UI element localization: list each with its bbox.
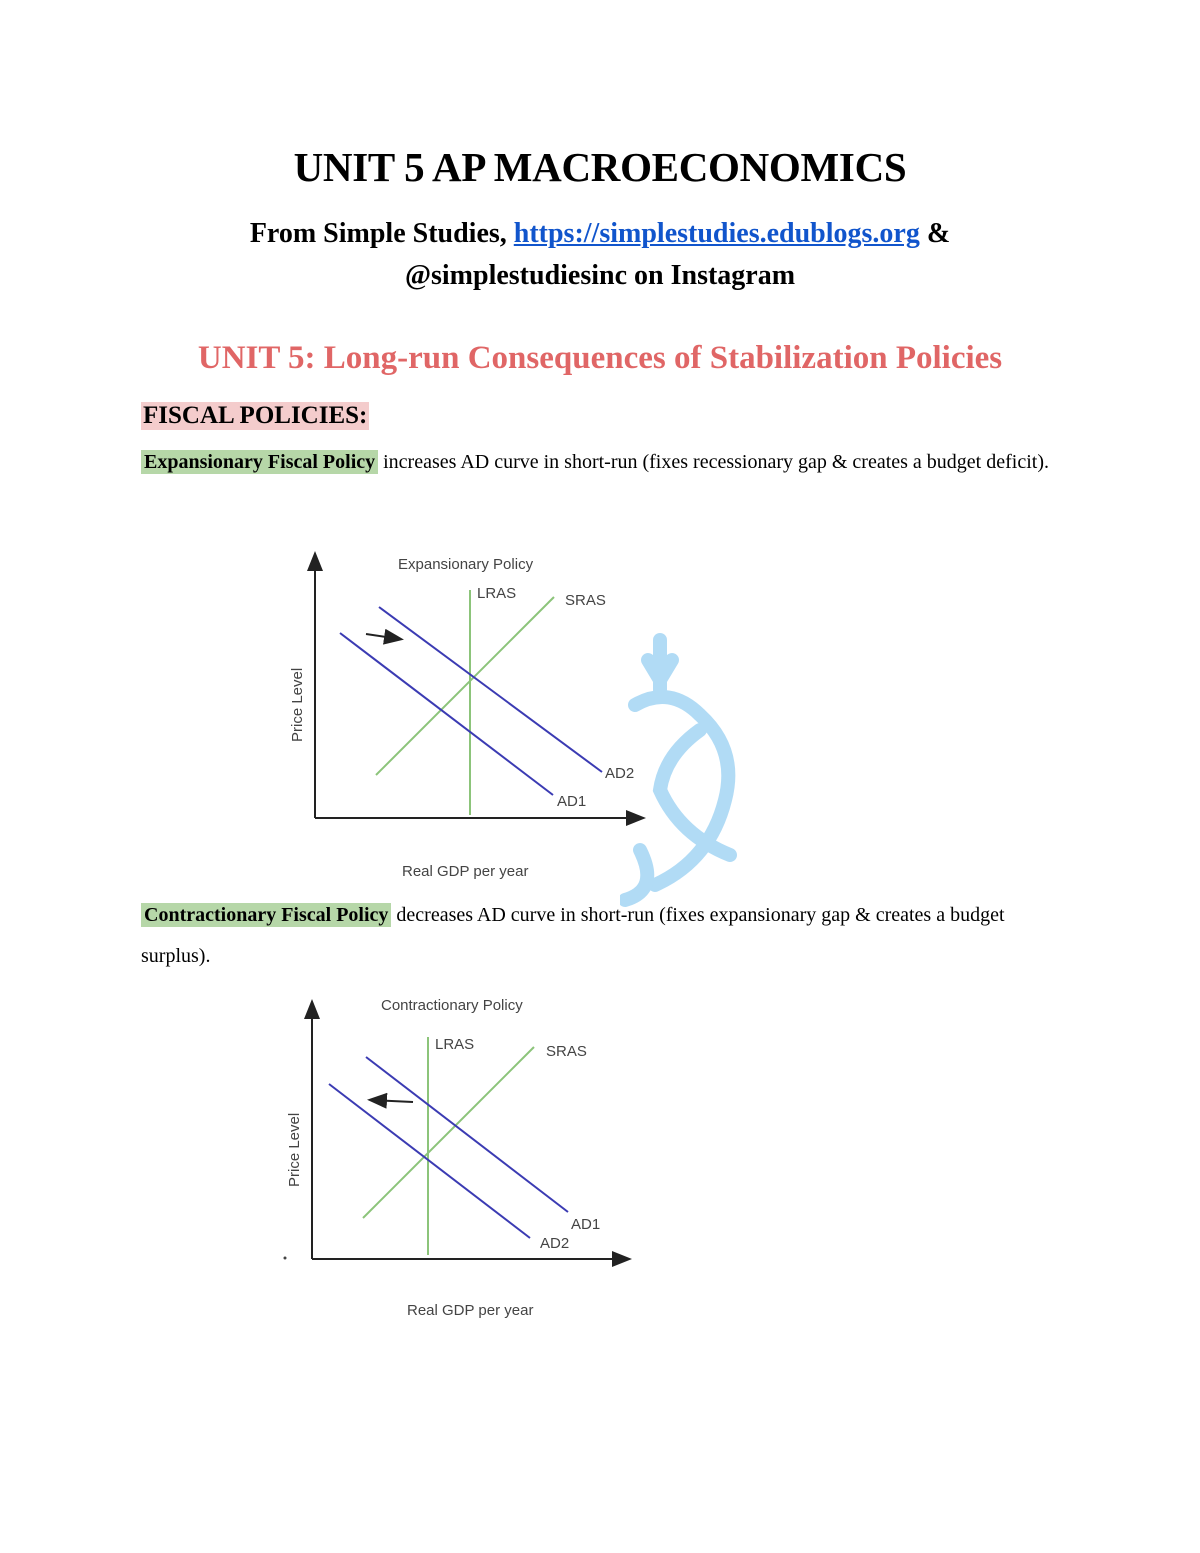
instagram-line: @simplestudiesinc on Instagram: [404, 260, 796, 291]
series-label: SRAS: [546, 1043, 587, 1060]
series-label: SRAS: [565, 592, 606, 609]
contractionary-text: decreases AD curve in short-run (fixes expansionary gap & creates a budget surplus).: [141, 904, 1005, 967]
unit-heading: UNIT 5: Long-run Consequences of Stabilization Policies: [197, 340, 1003, 376]
stray-dot: [284, 1257, 287, 1260]
y-axis-label: Price Level: [286, 1112, 303, 1187]
series-label: LRAS: [477, 585, 517, 602]
series-label: AD1: [571, 1216, 601, 1233]
y-axis-label: Price Level: [289, 667, 306, 742]
series-label: LRAS: [435, 1036, 475, 1053]
expansionary-paragraph: [141, 442, 1071, 483]
source-prefix: From Simple Studies,: [249, 218, 514, 249]
contractionary-policy-chart: [240, 985, 660, 1335]
chart-title: Contractionary Policy: [381, 997, 523, 1014]
website-link[interactable]: https://simplestudies.edublogs.org: [513, 218, 920, 249]
contractionary-paragraph: [141, 895, 1071, 977]
shift-arrow: [371, 1100, 413, 1102]
series-label: AD2: [540, 1235, 570, 1252]
document-title: UNIT 5 AP MACROECONOMICS: [293, 144, 907, 190]
series-label: AD1: [557, 793, 587, 810]
expansionary-term: Expansionary Fiscal Policy: [141, 450, 378, 474]
source-suffix: &: [919, 218, 951, 249]
sras-line: [363, 1047, 534, 1218]
source-line: [0, 218, 1200, 250]
contractionary-term: Contractionary Fiscal Policy: [141, 903, 391, 927]
watermark-logo: [620, 630, 750, 910]
chart-title: Expansionary Policy: [398, 556, 534, 573]
expansionary-policy-chart: [240, 540, 660, 890]
shift-arrow: [366, 634, 400, 639]
x-axis-label: Real GDP per year: [402, 863, 529, 880]
fiscal-policies-heading: FISCAL POLICIES:: [143, 402, 368, 429]
ad2-line: [329, 1084, 530, 1238]
x-axis-label: Real GDP per year: [407, 1302, 534, 1319]
expansionary-text: increases AD curve in short-run (fixes recessionary gap & creates a budget deficit).: [378, 451, 1049, 473]
series-label: AD2: [605, 765, 635, 782]
